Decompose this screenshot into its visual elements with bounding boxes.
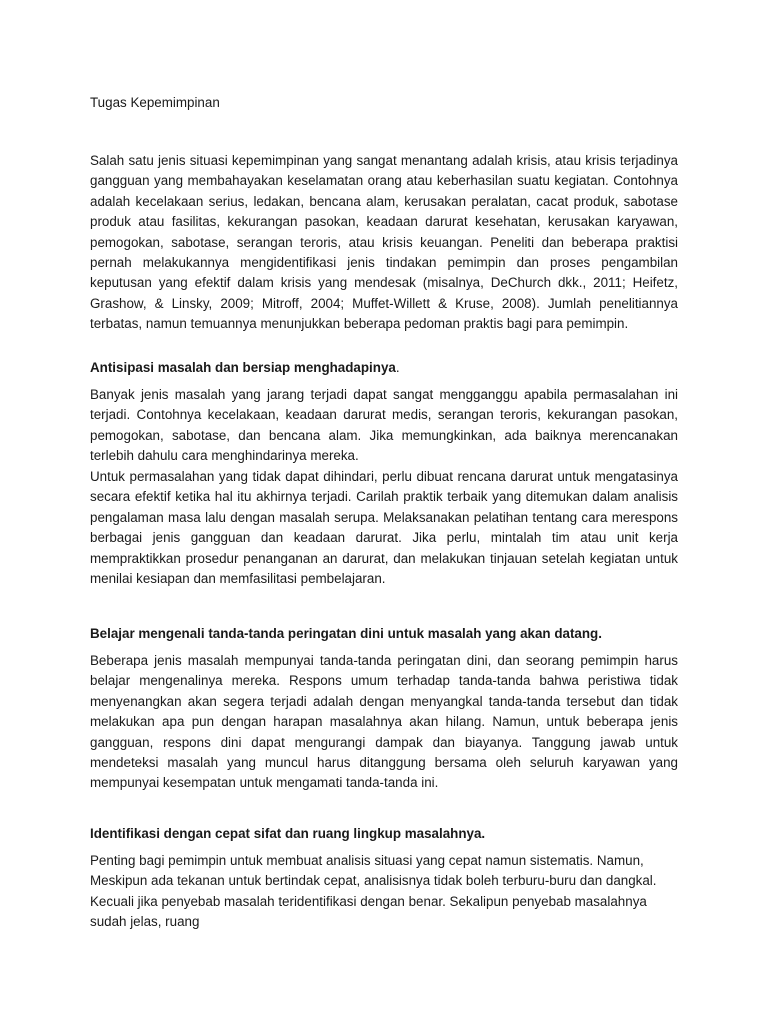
paragraph-warning-signs: Beberapa jenis masalah mempunyai tanda-tanda peringatan dini, dan seorang pemimpin harus belajar mengenalinya mereka. Respons umum terhadap tanda-tanda bahwa peristiwa tidak menyenangkan akan segera terjadi adalah dengan menyangkal tanda-tanda tersebut dan tidak melakukan apa pun dengan harapan masalahnya akan hilang. Namun, untuk beberapa jenis gangguan, respons dini dapat mengurangi dampak dan biayanya. Tanggung jawab untuk mendeteksi masalah yang muncul harus ditanggung bersama oleh seluruh karyawan yang mempunyai kesempatan untuk mengamati tanda-tanda ini. <box>90 653 678 791</box>
section-heading-identify: Identifikasi dengan cepat sifat dan ruang lingkup masalahnya. <box>90 826 486 841</box>
section-heading-warning-signs: Belajar mengenali tanda-tanda peringatan dini untuk masalah yang akan datang. <box>90 626 602 641</box>
paragraph-identify: Penting bagi pemimpin untuk membuat analisis situasi yang cepat namun sistematis. Namun, Meskipun ada tekanan untuk bertindak cepat, analisisnya tidak boleh terburu-buru dan dangkal. Kecuali jika penyebab masalah teridentifikasi dengan benar. Sekalipun penyebab masalahnya sudah jelas, ruang <box>90 853 657 930</box>
intro-paragraph: Salah satu jenis situasi kepemimpinan yang sangat menantang adalah krisis, atau krisis terjadinya gangguan yang membahayakan keselamatan orang atau keberhasilan suatu kegiatan. Contohnya adalah kecelakaan serius, ledakan, bencana alam, kerusakan peralatan, cacat produk, sabotase produk atau fasilitas, kekurangan pasokan, keadaan darurat kesehatan, kerusakan karyawan, pemogokan, sabotase, serangan teroris, atau krisis keuangan. Peneliti dan beberapa praktisi pernah melakukannya mengidentifikasi jenis tindakan pemimpin dan proses pengambilan keputusan yang efektif dalam krisis yang mendesak (misalnya, DeChurch dkk., 2011; Heifetz, Grashow, & Linsky, 2009; Mitroff, 2004; Muffet-Willett & Kruse, 2008). Jumlah penelitiannya terbatas, namun temuannya menunjukkan beberapa pedoman praktis bagi para pemimpin. <box>90 153 678 332</box>
document-title: Tugas Kepemimpinan <box>90 95 220 110</box>
paragraph-anticipate-2: Untuk permasalahan yang tidak dapat dihindari, perlu dibuat rencana darurat untuk mengatasinya secara efektif ketika hal itu akhirnya terjadi. Carilah praktik terbaik yang ditemukan dalam analisis pengalaman masa lalu dengan masalah serupa. Melaksanakan pelatihan tentang cara merespons berbagai jenis gangguan dan keadaan darurat. Jika perlu, mintalah tim atau unit kerja mempraktikkan prosedur penanganan an darurat, dan melakukan tinjauan setelah kegiatan untuk menilai kesiapan dan memfasilitasi pembelajaran. <box>90 469 678 587</box>
section-heading-anticipate <box>90 358 678 378</box>
section-heading-anticipate-period: . <box>395 360 400 375</box>
section-heading-anticipate-text: Antisipasi masalah dan bersiap menghadapinya <box>90 360 396 375</box>
paragraph-anticipate-1: Banyak jenis masalah yang jarang terjadi dapat sangat mengganggu apabila permasalahan ini terjadi. Contohnya kecelakaan, keadaan darurat medis, serangan teroris, kekurangan pasokan, pemogokan, sabotase, dan bencana alam. Jika memungkinkan, ada baiknya merencanakan terlebih dahulu cara menghindarinya mereka. <box>90 387 678 464</box>
